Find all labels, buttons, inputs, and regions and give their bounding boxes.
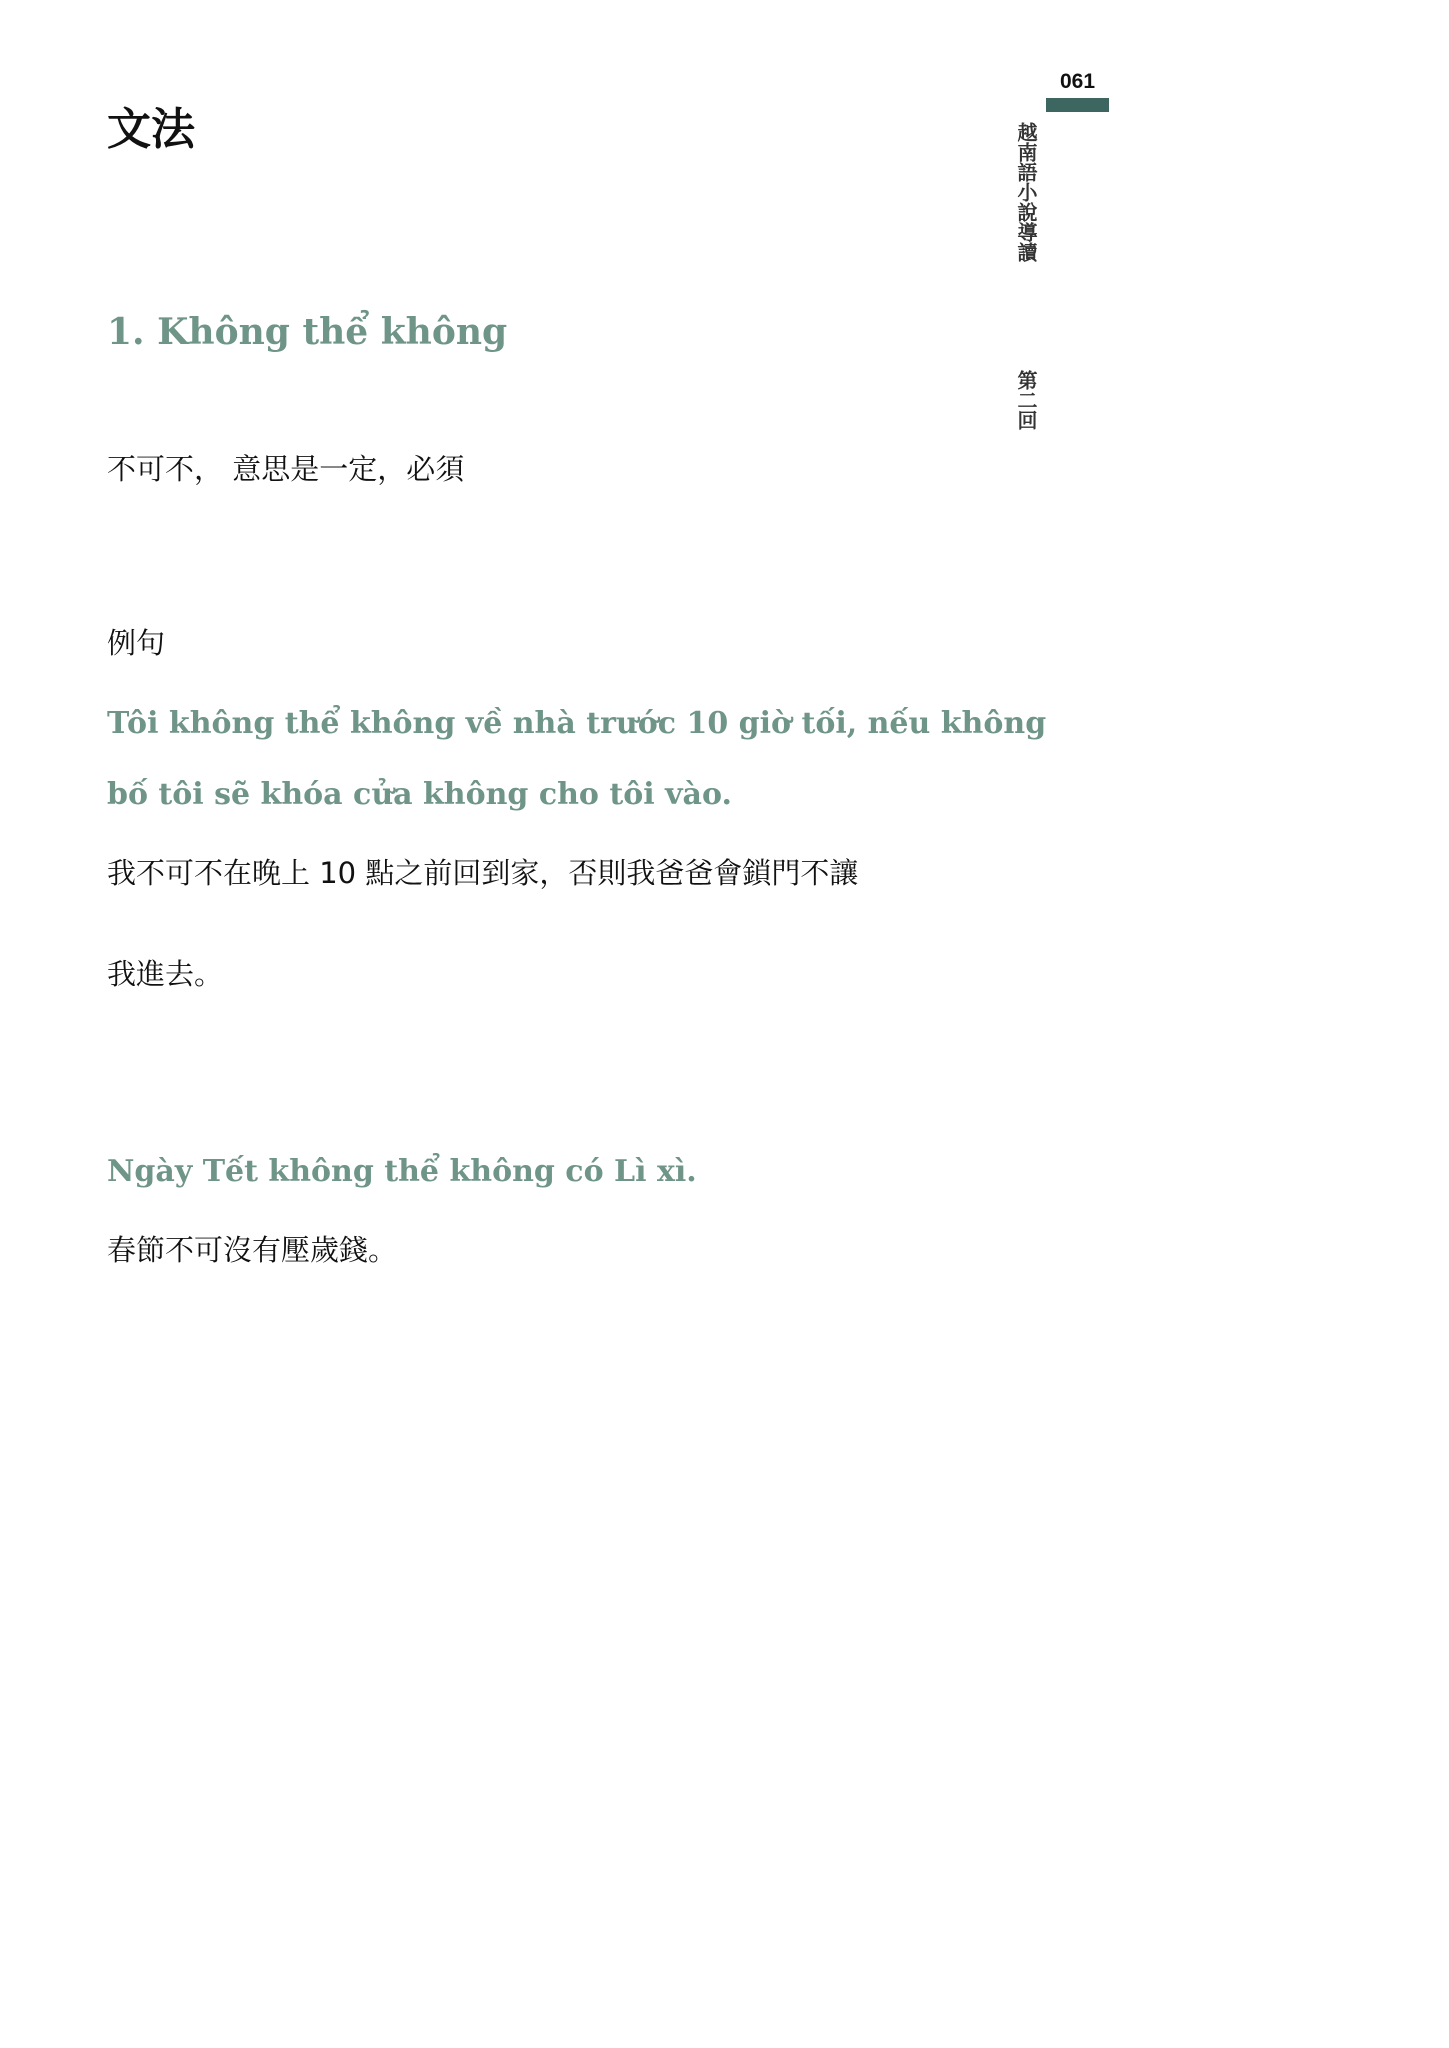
grammar-meaning: 不可不， 意思是一定，必須 (107, 452, 465, 486)
running-book-title: 越南語小說導讀 (1014, 122, 1038, 262)
example-2-chinese-line-1: 春節不可沒有壓歲錢。 (107, 1233, 398, 1267)
example-1-chinese-line-1: 我不可不在晚上 10 點之前回到家，否則我爸爸會鎖門不讓 (107, 856, 859, 890)
example-2-vietnamese-line-1: Ngày Tết không thể không có Lì xì. (107, 1154, 697, 1189)
grammar-section-title: 1. Không thể không (107, 311, 508, 353)
example-1-chinese-line-2: 我進去。 (107, 957, 224, 991)
running-chapter-label: 第二回 (1014, 370, 1038, 430)
page-number: 061 (1059, 70, 1096, 93)
page-heading: 文法 (107, 104, 195, 155)
example-label: 例句 (107, 626, 166, 660)
page-number-bar (1046, 98, 1109, 112)
example-1-vietnamese-line-1: Tôi không thể không về nhà trước 10 giờ tối, nếu không (107, 706, 1047, 741)
example-1-vietnamese-line-2: bố tôi sẽ khóa cửa không cho tôi vào. (107, 777, 732, 812)
